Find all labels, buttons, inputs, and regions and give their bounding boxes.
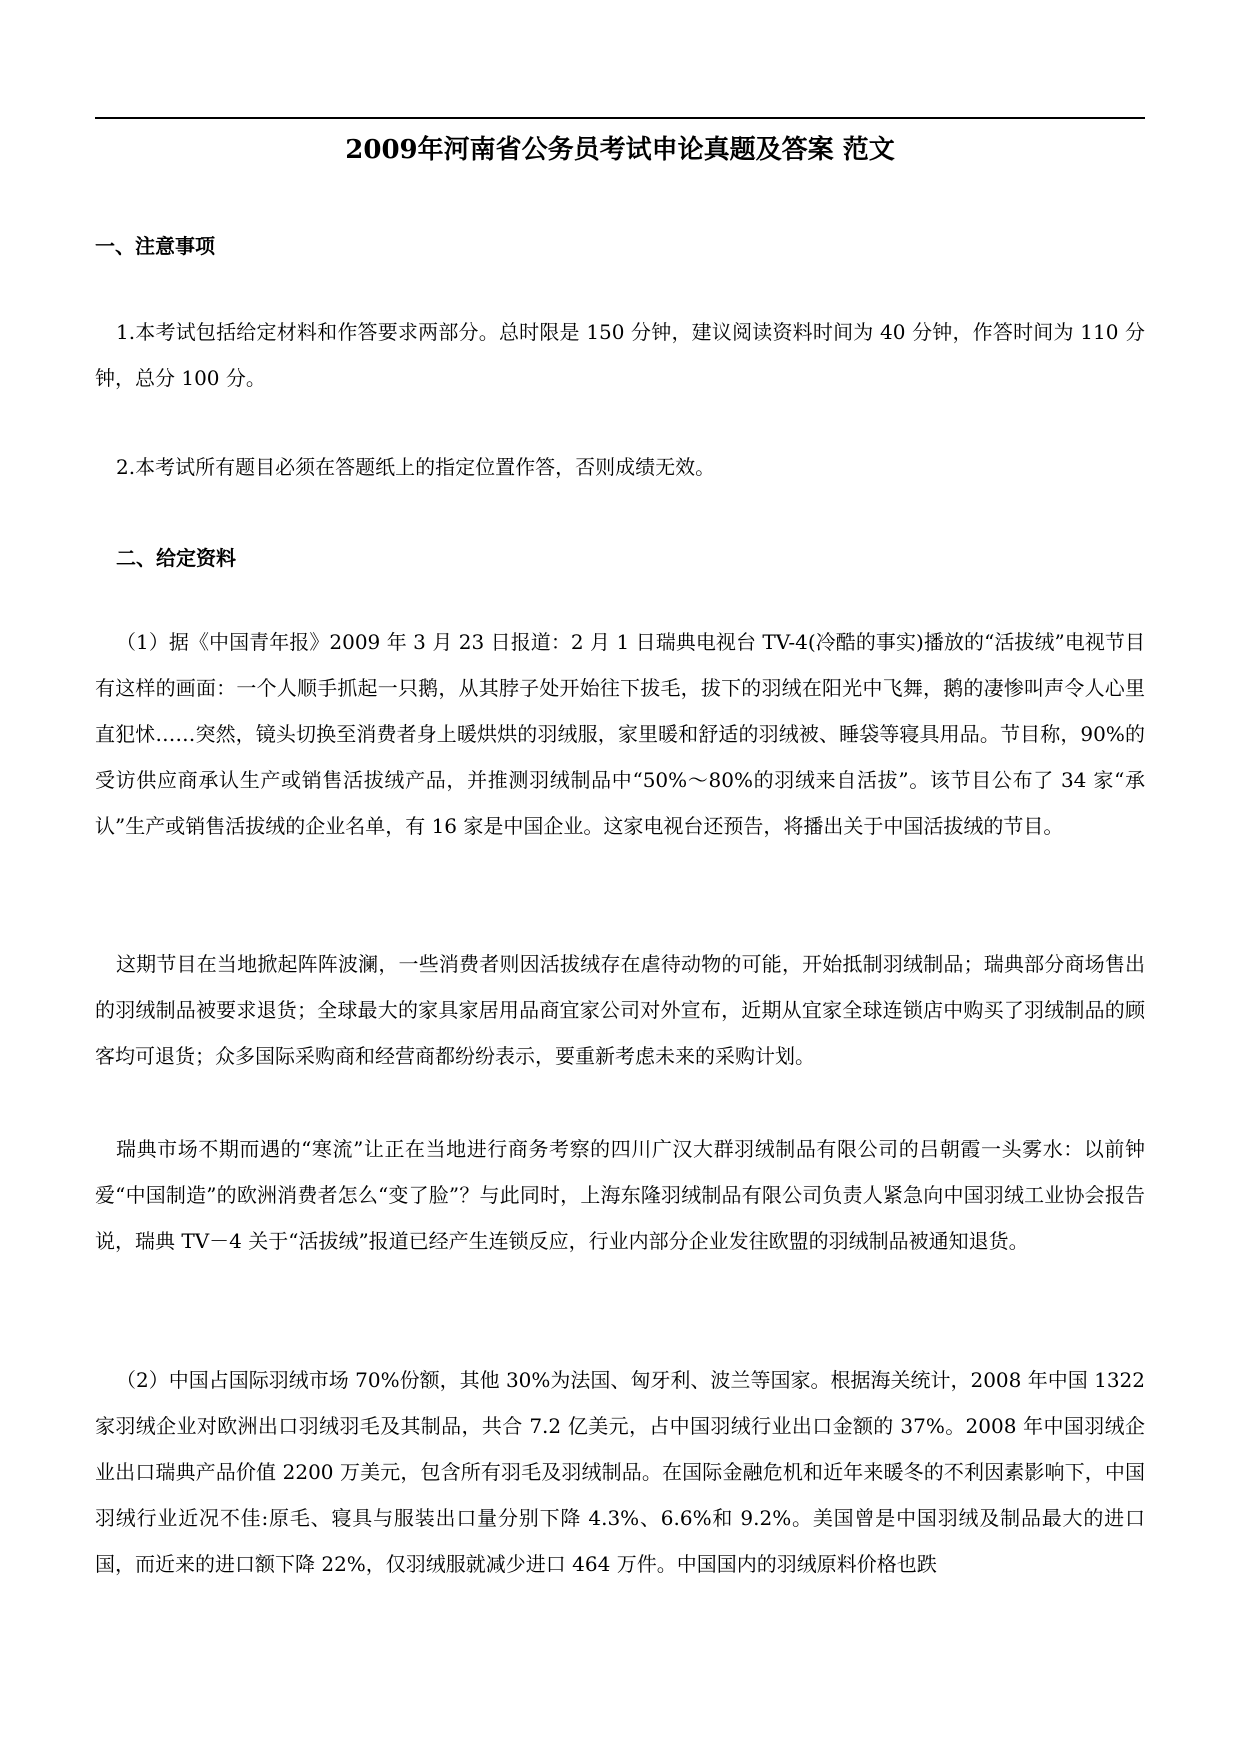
- section-heading-materials: 二、给定资料: [116, 546, 236, 570]
- header-rule: [95, 117, 1145, 119]
- paragraph-note-2: 2.本考试所有题目必须在答题纸上的指定位置作答，否则成绩无效。: [116, 455, 716, 479]
- paragraph-material-3: 瑞典市场不期而遇的“寒流”让正在当地进行商务考察的四川广汉大群羽绒制品有限公司的吕朝霞一头雾水：以前钟爱“中国制造”的欧洲消费者怎么“变了脸”？与此同时，上海东隆羽绒制品有限公司负责人紧急向中国羽绒工业协会报告说，瑞典 TV－4 关于“活拔绒”报道已经产生连锁反应，行业内部分企业发往欧盟的羽绒制品被通知退货。: [95, 1137, 1145, 1253]
- paragraph-material-1: （1）据《中国青年报》2009 年 3 月 23 日报道：2 月 1 日瑞典电视台 TV-4(冷酷的事实)播放的“活拔绒”电视节目有这样的画面：一个人顺手抓起一只鹅，从其脖子处开始往下拔毛，拔下的羽绒在阳光中飞舞，鹅的凄惨叫声令人心里直犯怵……突然，镜头切换至消费者身上暖烘烘的羽绒服，家里暖和舒适的羽绒被、睡袋等寝具用品。节目称，90%的受访供应商承认生产或销售活拔绒产品，并推测羽绒制品中“50%～80%的羽绒来自活拔”。该节目公布了 34 家“承认”生产或销售活拔绒的企业名单，有 16 家是中国企业。这家电视台还预告，将播出关于中国活拔绒的节目。: [95, 630, 1145, 838]
- paragraph-material-4: （2）中国占国际羽绒市场 70%份额，其他 30%为法国、匈牙利、波兰等国家。根据海关统计，2008 年中国 1322 家羽绒企业对欧洲出口羽绒羽毛及其制品，共合 7.2 亿美元，占中国羽绒行业出口金额的 37%。2008 年中国羽绒企业出口瑞典产品价值 2200 万美元，包含所有羽毛及羽绒制品。在国际金融危机和近年来暖冬的不利因素影响下，中国羽绒行业近况不佳:原毛、寝具与服装出口量分别下降 4.3%、6.6%和 9.2%。美国曾是中国羽绒及制品最大的进口国，而近来的进口额下降 22%，仅羽绒服就减少进口 464 万件。中国国内的羽绒原料价格也跌: [95, 1368, 1145, 1576]
- document-title: 2009年河南省公务员考试申论真题及答案 范文: [345, 135, 895, 165]
- section-heading-notes: 一、注意事项: [95, 234, 215, 258]
- paragraph-note-1: 1.本考试包括给定材料和作答要求两部分。总时限是 150 分钟，建议阅读资料时间为 40 分钟，作答时间为 110 分钟，总分 100 分。: [95, 320, 1145, 390]
- paragraph-material-2: 这期节目在当地掀起阵阵波澜，一些消费者则因活拔绒存在虐待动物的可能，开始抵制羽绒制品；瑞典部分商场售出的羽绒制品被要求退货；全球最大的家具家居用品商宜家公司对外宣布，近期从宜家全球连锁店中购买了羽绒制品的顾客均可退货；众多国际采购商和经营商都纷纷表示，要重新考虑未来的采购计划。: [95, 952, 1145, 1068]
